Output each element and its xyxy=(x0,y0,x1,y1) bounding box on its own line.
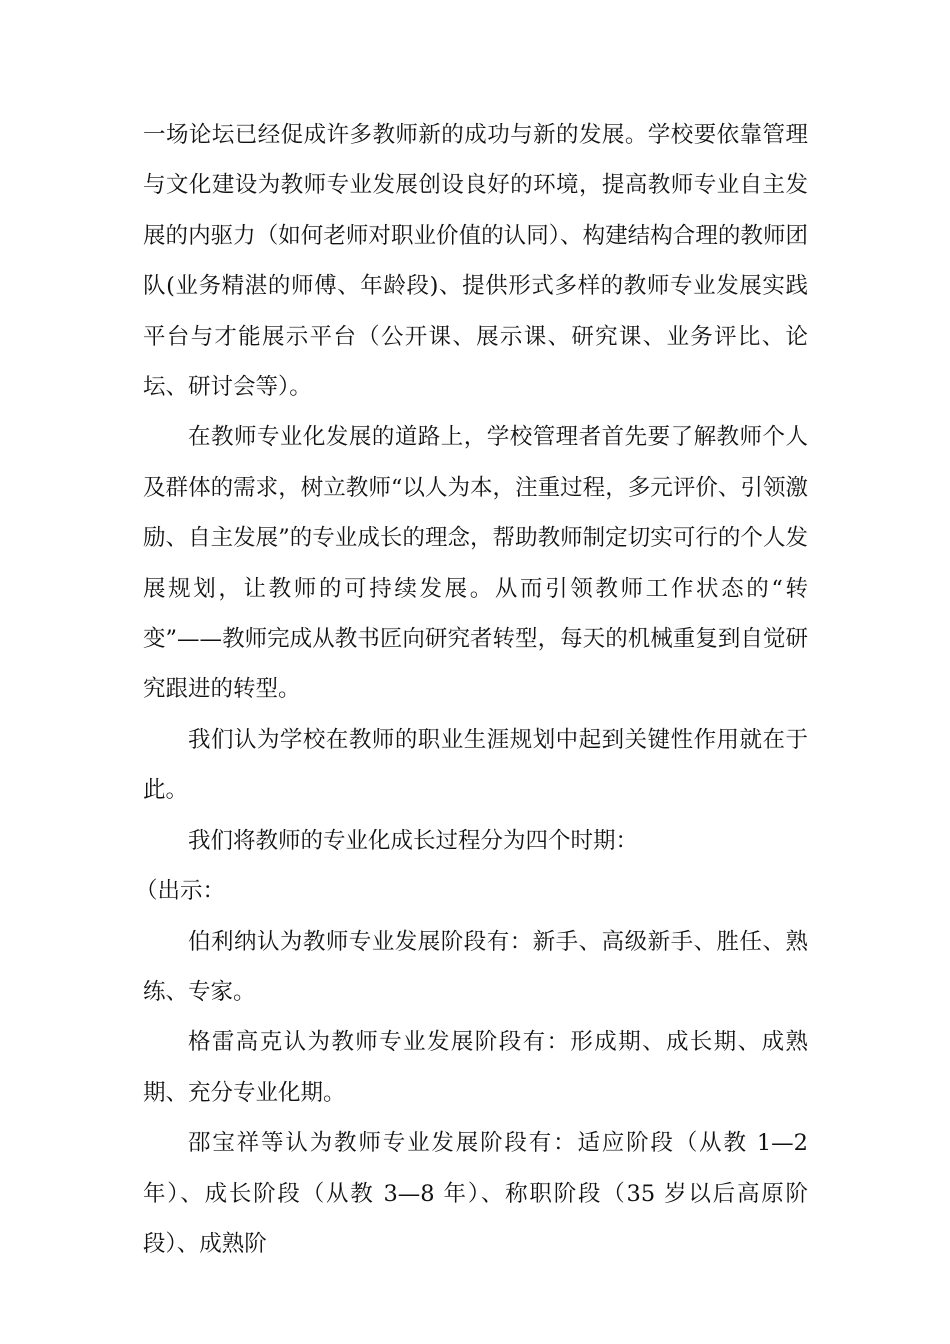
paragraph-8: 邵宝祥等认为教师专业发展阶段有：适应阶段（从教 1—2 年）、成长阶段（从教 3—8 年）、称职阶段（35 岁以后高原阶段）、成熟阶 xyxy=(143,1130,808,1257)
paragraph-3: 我们认为学校在教师的职业生涯规划中起到关键性作用就在于此。 xyxy=(143,726,808,804)
paragraph-4: 我们将教师的专业化成长过程分为四个时期： xyxy=(188,827,639,854)
paragraph-6: 伯利纳认为教师专业发展阶段有：新手、高级新手、胜任、熟练、专家。 xyxy=(143,928,808,1005)
paragraph-7: 格雷高克认为教师专业发展阶段有：形成期、成长期、成熟期、充分专业化期。 xyxy=(143,1029,808,1106)
paragraph-2: 在教师专业化发展的道路上，学校管理者首先要了解教师个人及群体的需求，树立教师“以人为本，注重过程，多元评价、引领激励、自主发展”的专业成长的理念，帮助教师制定切实可行的个人发展规划，让教师的可持续发展。从而引领教师工作状态的“转变”——教师完成从教书匠向研究者转型，每天的机械重复到自觉研究跟进的转型。 xyxy=(143,424,808,703)
paragraph-5: （出示： xyxy=(135,878,226,905)
paragraph-1: 一场论坛已经促成许多教师新的成功与新的发展。学校要依靠管理与文化建设为教师专业发展创设良好的环境，提高教师专业自主发展的内驱力（如何老师对职业价值的认同）、构建结构合理的教师团队(业务精湛的师傅、年龄段)、提供形式多样的教师专业发展实践平台与才能展示平台（公开课、展示课、研究课、业务评比、论坛、研讨会等）。 xyxy=(143,122,808,401)
document-body xyxy=(135,110,808,1269)
